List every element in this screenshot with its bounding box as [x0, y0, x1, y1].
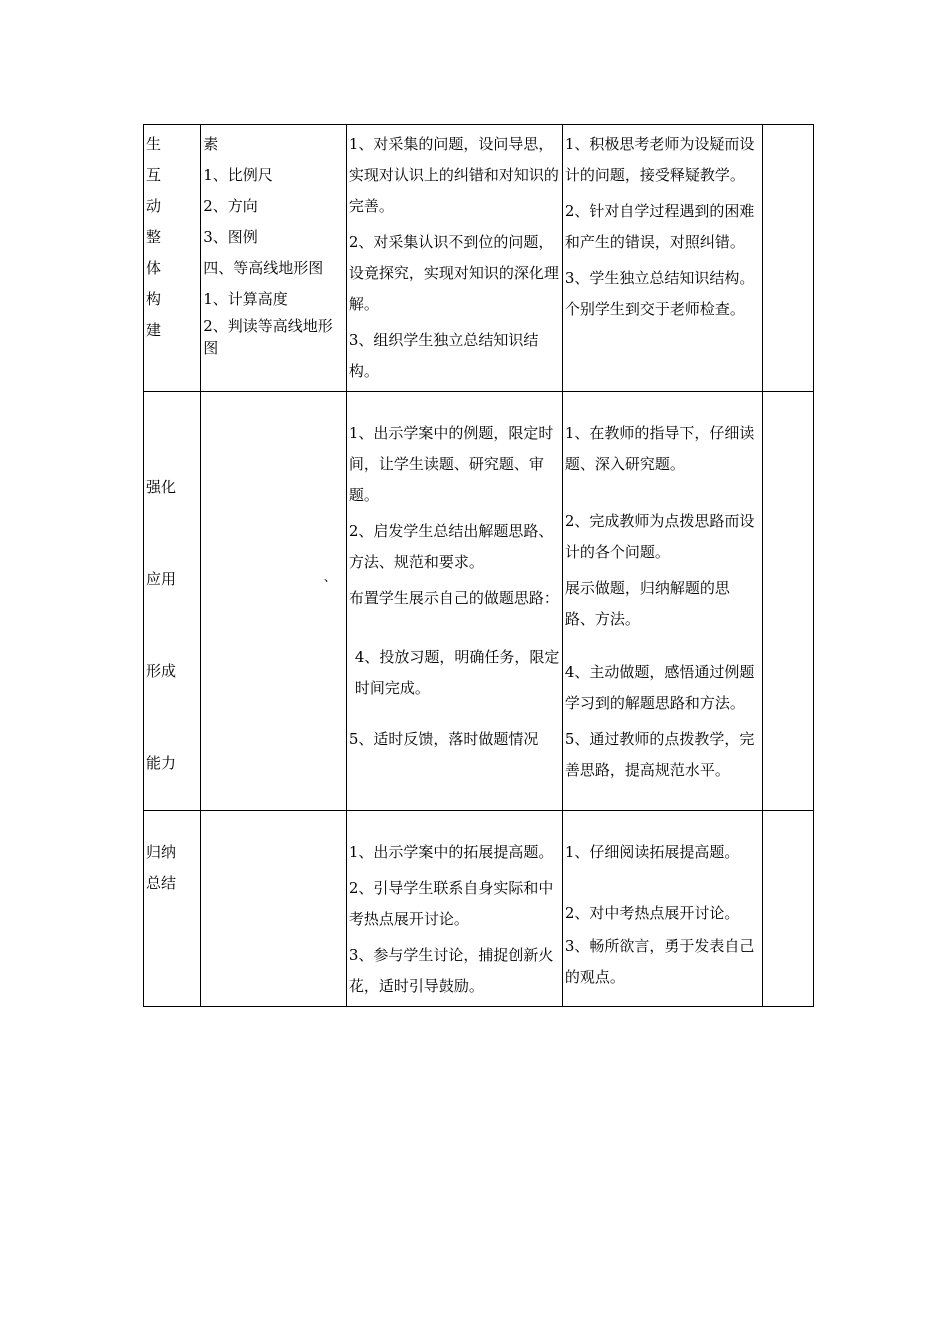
teacher-step: 1、出示学案中的拓展提高题。 [348, 843, 554, 861]
teacher-step: 1、对采集的问题，设问导思，实现对认识上的纠错和对知识的完善。 [348, 135, 559, 215]
stage-char: 互 [146, 166, 162, 184]
teacher-step: 布置学生展示自己的做题思路： [348, 589, 559, 607]
student-step: 1、仔细阅读拓展提高题。 [564, 843, 740, 861]
student-activity-cell [562, 392, 762, 811]
stage-part: 应用 [146, 570, 177, 588]
student-step: 2、完成教师为点拨思路而设计的各个问题。 [564, 512, 755, 561]
teacher-activity-cell [346, 392, 562, 811]
table-row-interactive-construction [144, 125, 814, 392]
teacher-activity-cell [346, 125, 562, 392]
content-line: 素 [203, 135, 219, 153]
student-step: 2、针对自学过程遇到的困难和产生的错误，对照纠错。 [564, 202, 755, 251]
stage-char: 整 [146, 228, 162, 246]
lesson-plan-table [143, 124, 814, 1007]
student-step: 3、畅所欲言，勇于发表自己的观点。 [564, 937, 755, 986]
content-line: 1、比例尺 [203, 166, 273, 184]
stage-part: 总结 [146, 874, 177, 892]
notes-cell [762, 125, 813, 392]
stage-part: 强化 [146, 478, 177, 496]
content-cell [201, 125, 347, 392]
student-step: 1、积极思考老师为设疑而设计的问题，接受释疑教学。 [564, 135, 755, 184]
stage-char: 体 [146, 259, 162, 277]
stage-char: 动 [146, 197, 162, 215]
stage-cell [144, 125, 201, 392]
content-line: 1、计算高度 [203, 290, 288, 308]
content-line: 2、判读等高线地形图 [203, 317, 333, 357]
teacher-step: 2、引导学生联系自身实际和中考热点展开讨论。 [348, 879, 554, 928]
stage-part: 能力 [146, 754, 177, 772]
student-activity-cell [562, 811, 762, 1007]
table-row-summary [144, 811, 814, 1007]
content-line: 3、图例 [203, 228, 258, 246]
student-step: 展示做题，归纳解题的思路、方法。 [564, 579, 730, 628]
stage-char: 生 [146, 135, 162, 153]
teacher-step: 4、投放习题，明确任务，限定时间完成。 [354, 648, 560, 697]
stage-part: 归纳 [146, 843, 177, 861]
teacher-step: 1、出示学案中的例题，限定时间，让学生读题、研究题、审题。 [348, 424, 554, 504]
teacher-activity-cell [346, 811, 562, 1007]
student-activity-cell [562, 125, 762, 392]
content-cell [201, 392, 347, 811]
stage-part: 形成 [146, 662, 177, 680]
stage-cell [144, 811, 201, 1007]
student-step: 2、对中考热点展开讨论。 [564, 904, 740, 922]
student-step: 1、在教师的指导下，仔细读题、深入研究题。 [564, 424, 755, 473]
student-step: 3、学生独立总结知识结构。个别学生到交于老师检查。 [564, 269, 755, 318]
content-line: 2、方向 [203, 197, 258, 215]
stage-char: 建 [146, 321, 162, 339]
teacher-step: 3、组织学生独立总结知识结构。 [348, 331, 539, 380]
stage-cell [144, 392, 201, 811]
teacher-step: 2、对采集认识不到位的问题，设竟探究，实现对知识的深化理解。 [348, 233, 559, 313]
student-step: 4、主动做题，感悟通过例题学习到的解题思路和方法。 [564, 663, 755, 712]
table-row-strengthen-application [144, 392, 814, 811]
content-line: 四、等高线地形图 [203, 259, 324, 277]
teacher-step: 2、启发学生总结出解题思路、方法、规范和要求。 [348, 522, 554, 571]
stray-mark: 、 [323, 570, 336, 584]
student-step: 5、通过教师的点拨教学，完善思路，提高规范水平。 [564, 730, 755, 779]
notes-cell [762, 811, 813, 1007]
teacher-step: 3、参与学生讨论，捕捉创新火花，适时引导鼓励。 [348, 946, 554, 995]
content-cell [201, 811, 347, 1007]
notes-cell [762, 392, 813, 811]
teacher-step: 5、适时反馈，落时做题情况 [348, 730, 539, 748]
stage-char: 构 [146, 290, 162, 308]
